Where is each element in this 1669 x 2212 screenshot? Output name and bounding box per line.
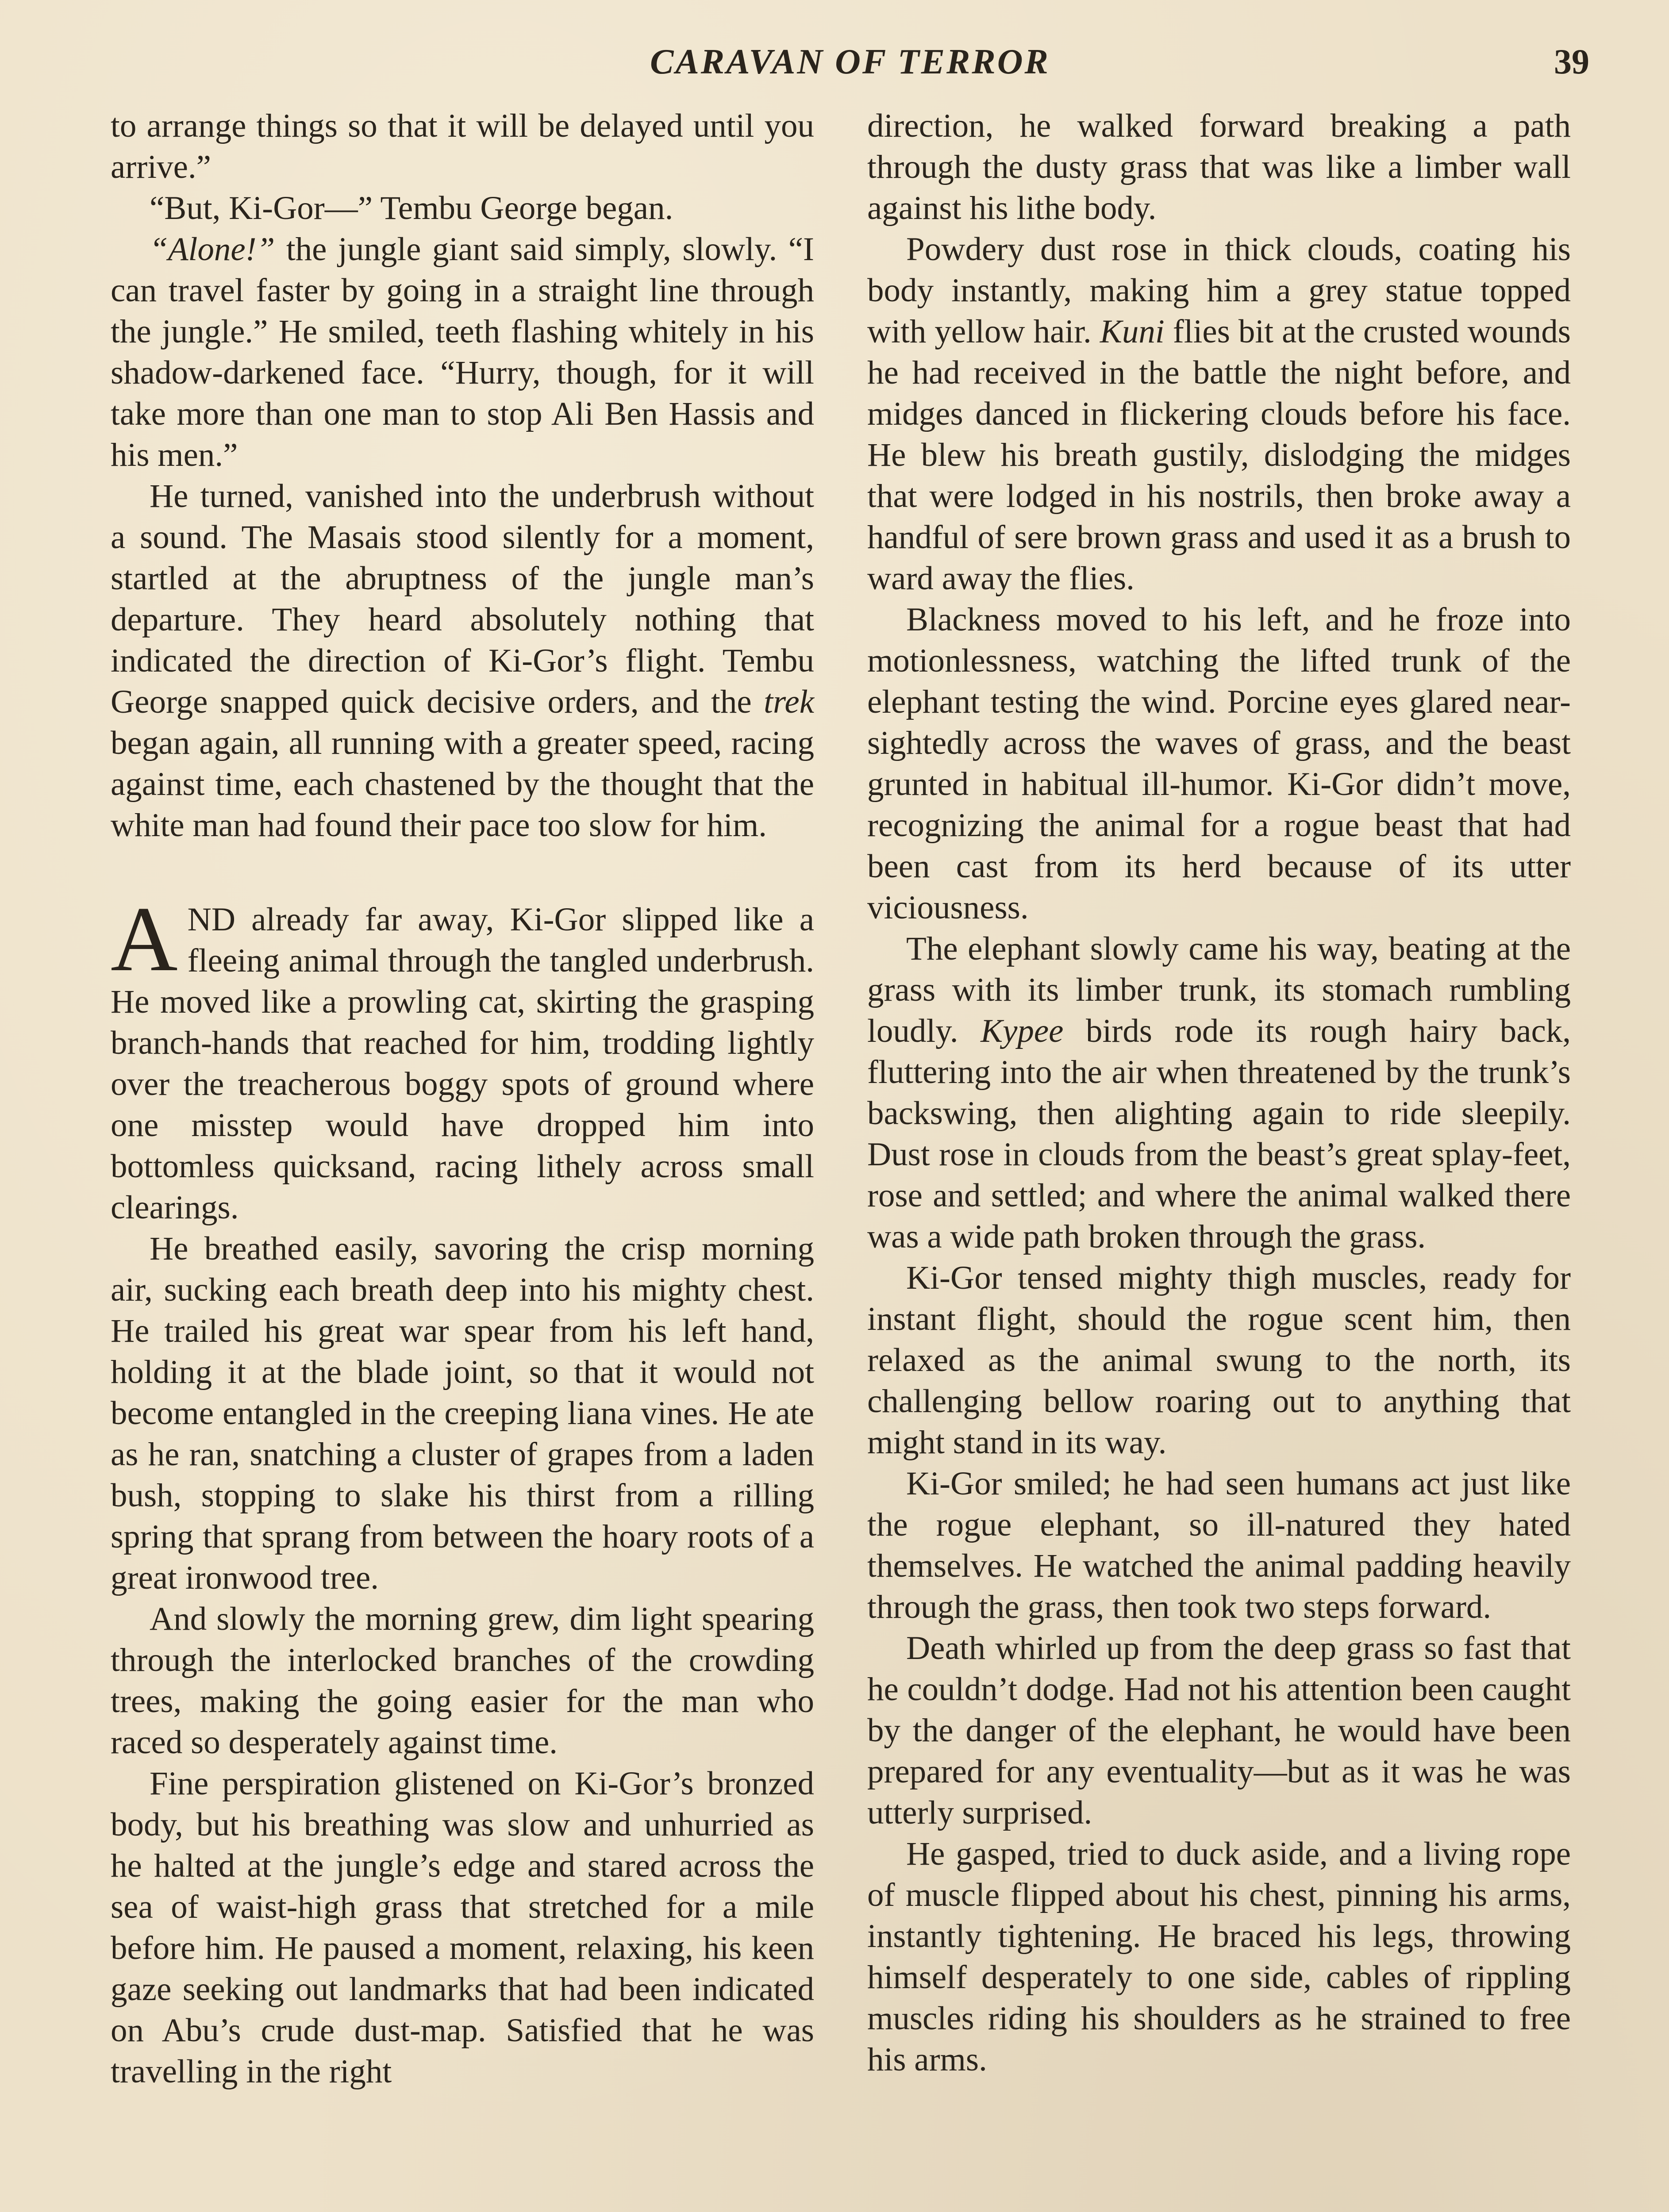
paragraph (867, 599, 1571, 928)
paragraph-text: And slowly the morning grew, dim light spearing through the interlocked branches of the crowding trees, making the going easier for the man who raced so desperately against time. (111, 1601, 814, 1761)
emphasis-text: Kuni (1100, 313, 1165, 350)
paragraph-text: “But, Ki-Gor—” Tembu George began. (150, 190, 673, 227)
paragraph (867, 1833, 1571, 2080)
paragraph-text: He gasped, tried to duck aside, and a living rope of muscle flipped about his chest, pinning his arms, instantly tightening. He braced his legs, throwing himself desperately to one side, cables of rippling muscles riding his shoulders as he strained to free his arms. (867, 1836, 1571, 2078)
paragraph-text: the jungle giant said simply, slowly. “I can travel faster by going in a straight line through the jungle.” He smiled, teeth flashing whitely in his shadow-darkened face. “Hurry, though, for it will take more than one man to stop Ali Ben Hassis and his men.” (111, 231, 814, 473)
paragraph (867, 928, 1571, 1257)
paragraph (111, 1598, 814, 1763)
paragraph (111, 188, 814, 229)
paragraph-text: to arrange things so that it will be delayed until you arrive.” (111, 108, 814, 185)
paragraph-text: Blackness moved to his left, and he froze into motionlessness, watching the lifted trunk of the elephant testing the wind. Porcine eyes glared near-sightedly across the waves of grass, and the beast grunted in habitual ill-humor. Ki-Gor didn’t move, recognizing the animal for a rogue beast that had been cast from its herd because of its utter viciousness. (867, 601, 1571, 926)
emphasis-text: “Alone!” (150, 231, 275, 268)
drop-cap: A (111, 888, 178, 991)
paragraph-text: Ki-Gor smiled; he had seen humans act just like the rogue elephant, so ill-natured they hated themselves. He watched the animal padding heavily through the grass, then took two steps forward. (867, 1465, 1571, 1625)
paragraph (111, 1763, 814, 2092)
right-column (867, 105, 1571, 2212)
paragraph (111, 105, 814, 188)
paragraph-text: Death whirled up from the deep grass so fast that he couldn’t dodge. Had not his attention been caught by the danger of the elephant, he would have been prepared for any eventuality—but as it was he was utterly surprised. (867, 1630, 1571, 1831)
page-header (111, 42, 1589, 95)
paragraph (111, 476, 814, 846)
paragraph (867, 229, 1571, 599)
paragraph (111, 229, 814, 476)
section-opening-paragraph (111, 888, 814, 1228)
paragraph-text: The elephant slowly came his way, beating at the grass with its limber trunk, its stomach rumbling loudly. (867, 930, 1571, 1049)
running-title: CARAVAN OF TERROR (650, 42, 1050, 81)
text-columns (111, 105, 1571, 2212)
paragraph-text: Powdery dust rose in thick clouds, coating his body instantly, making him a grey statue topped with yellow hair. (867, 231, 1571, 350)
paragraph (111, 1228, 814, 1598)
paragraph-text: ND already far away, Ki-Gor slipped like a fleeing animal through the tangled underbrush. He moved like a prowling cat, skirting the grasping branch-hands that reached for him, trodding lightly over the treacherous boggy spots of ground where one misstep would have dropped him into bottomless quicksand, racing lithely across small clearings. (111, 901, 814, 1226)
paragraph (867, 1257, 1571, 1463)
page-number: 39 (1554, 42, 1589, 81)
paragraph-text: He breathed easily, savoring the crisp morning air, sucking each breath deep into his mighty chest. He trailed his great war spear from his left hand, holding it at the blade joint, so that it would not become entangled in the creeping liana vines. He ate as he ran, snatching a cluster of grapes from a laden bush, stopping to slake his thirst from a rilling spring that sprang from between the hoary roots of a great ironwood tree. (111, 1230, 814, 1596)
emphasis-text: trek (764, 684, 814, 720)
paragraph (867, 105, 1571, 229)
emphasis-text: Kypee (981, 1013, 1064, 1049)
paragraph-text: began again, all running with a greater speed, racing against time, each chastened by the thought that the white man had found their pace too slow for him. (111, 725, 814, 844)
paragraph-text: birds rode its rough hairy back, fluttering into the air when threatened by the trunk’s backswing, then alighting again to ride sleepily. Dust rose in clouds from the beast’s great splay-feet, rose and settled; and where the animal walked there was a wide path broken through the grass. (867, 1013, 1571, 1255)
left-column (111, 105, 814, 2212)
paragraph-text: flies bit at the crusted wounds he had received in the battle the night before, and midges danced in flickering clouds before his face. He blew his breath gustily, dislodging the midges that were lodged in his nostrils, then broke away a handful of sere brown grass and used it as a brush to ward away the flies. (867, 313, 1571, 597)
paragraph (867, 1463, 1571, 1628)
paragraph-text: direction, he walked forward breaking a path through the dusty grass that was like a limber wall against his lithe body. (867, 108, 1571, 227)
paragraph (867, 1628, 1571, 1833)
paragraph-text: Fine perspiration glistened on Ki-Gor’s bronzed body, but his breathing was slow and unhurried as he halted at the jungle’s edge and stared across the sea of waist-high grass that stretched for a mile before him. He paused a moment, relaxing, his keen gaze seeking out landmarks that had been indicated on Abu’s crude dust-map. Satisfied that he was travelling in the right (111, 1765, 814, 2090)
paragraph-text: Ki-Gor tensed mighty thigh muscles, ready for instant flight, should the rogue scent him, then relaxed as the animal swung to the north, its challenging bellow roaring out to anything that might stand in its way. (867, 1260, 1571, 1461)
paragraph-text: He turned, vanished into the underbrush without a sound. The Masais stood silently for a moment, startled at the abruptness of the jungle man’s departure. They heard absolutely nothing that indicated the direction of Ki-Gor’s flight. Tembu George snapped quick decisive orders, and the (111, 478, 814, 720)
